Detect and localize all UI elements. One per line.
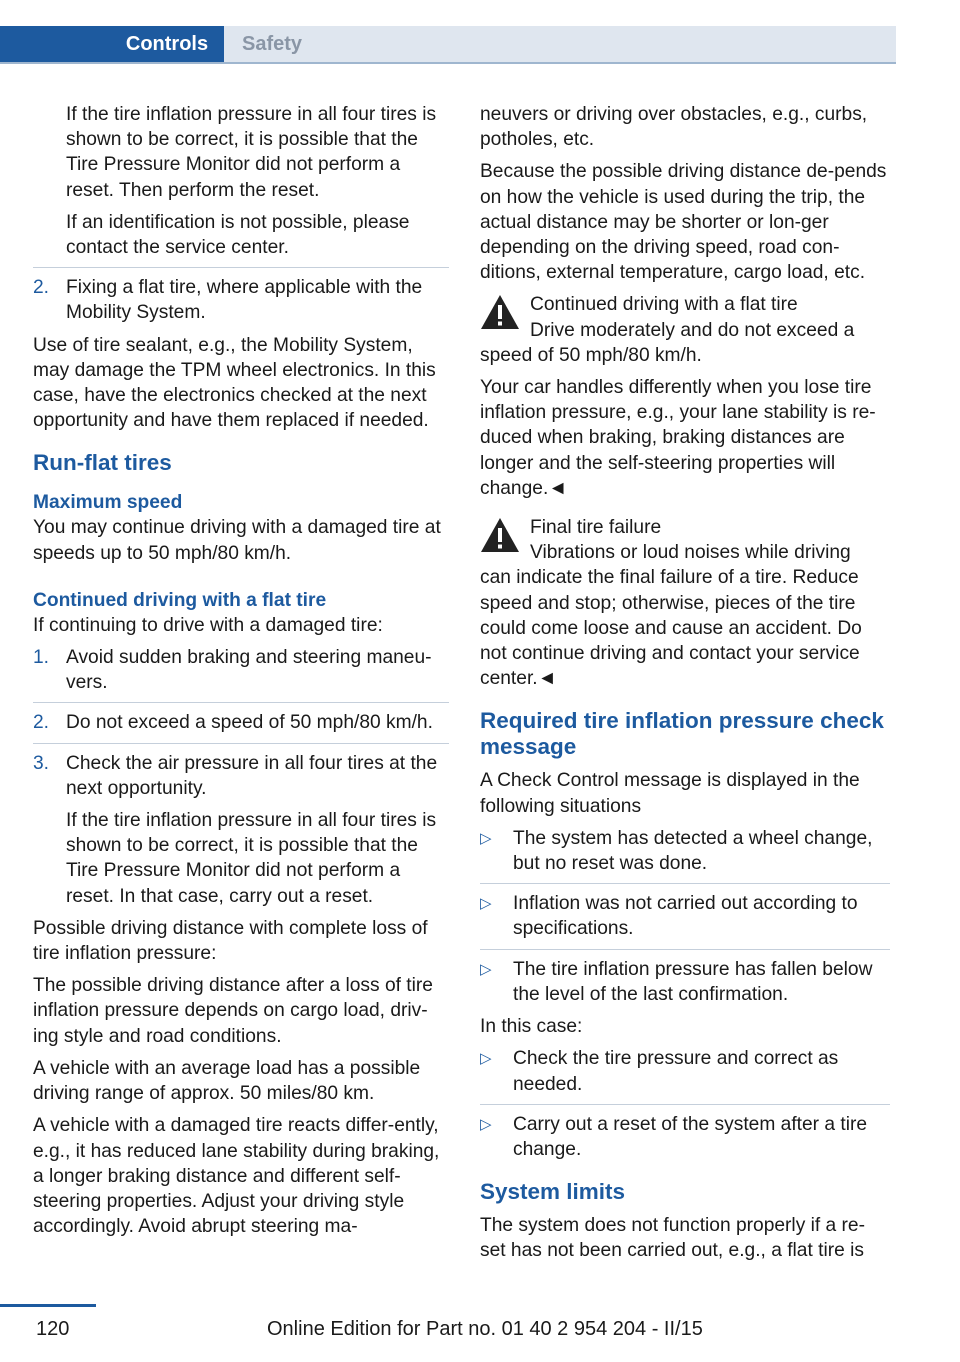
header-tabs [0, 0, 896, 64]
warning-box [480, 515, 890, 691]
check-control-paragraph: A Check Control message is displayed in the following situations [480, 770, 860, 817]
bullet-item [480, 1112, 890, 1162]
list-item [33, 645, 449, 695]
list-number: 1. [33, 647, 50, 669]
heading-required-check-message: Required tire inflation pressure check message [480, 708, 884, 760]
sealant-paragraph: Use of tire sealant, e.g., the Mobility System, may damage the TPM wheel electronics. In this case, have the electronics checked at the next opportunity and have them replaced if needed. [33, 334, 436, 432]
distance-paragraph: The possible driving distance after a loss of tire inflation pressure depends on cargo load, driv‐ing style and road conditions. [33, 975, 433, 1047]
divider [33, 743, 449, 744]
warning-box [480, 292, 890, 368]
left-column [33, 102, 449, 1246]
continuing-paragraph: If continuing to drive with a damaged tire: [33, 614, 383, 636]
list-text: Fixing a flat tire, where applicable with the Mobility System. [66, 277, 423, 324]
continuation-paragraph: neuvers or driving over obstacles, e.g., curbs, potholes, etc. [480, 104, 868, 151]
limits-paragraph: The system does not function properly if a re‐set has not been carried out, e.g., a flat tire is [480, 1215, 865, 1262]
bullet-item [480, 826, 890, 876]
warning-triangle-icon [480, 294, 520, 330]
bullet-triangle-icon: ▷ [480, 1115, 492, 1133]
list-body [66, 751, 449, 909]
edition-text: Online Edition for Part no. 01 40 2 954 204 - II/15 [267, 1318, 703, 1340]
divider [33, 702, 449, 703]
warning-title: Continued driving with a flat tire [530, 294, 798, 316]
bullet-text: The system has detected a wheel change, but no reset was done. [513, 827, 873, 875]
list-text: Do not exceed a speed of 50 mph/80 km/h. [66, 712, 433, 734]
bullet-item [480, 1046, 890, 1096]
list-text: Avoid sudden braking and steering maneu‐vers. [66, 647, 432, 694]
intro-paragraph-1: If the tire inflation pressure in all four tires is shown to be correct, it is possible that the Tire Pressure Monitor did not perform a reset. Then perform the reset. [66, 104, 437, 201]
bullet-triangle-icon: ▷ [480, 895, 492, 913]
because-paragraph: Because the possible driving distance de‐pends on how the vehicle is used during the trip, the actual distance may be shorter or lon‐ger depending on the driving speed, road con‐ditions, external temperature, cargo load, etc. [480, 161, 887, 284]
intro-paragraph-2: If an identification is not possible, please contact the service center. [66, 211, 410, 259]
footer-rule [0, 1304, 96, 1307]
bullet-text: The tire inflation pressure has fallen below the level of the last confirmation. [513, 958, 873, 1005]
bullet-triangle-icon: ▷ [480, 1050, 492, 1068]
possible-distance-paragraph: Possible driving distance with complete loss of tire inflation pressure: [33, 917, 428, 965]
bullet-triangle-icon: ▷ [480, 960, 492, 978]
tab-controls[interactable]: Controls [0, 26, 224, 62]
list-item [33, 710, 449, 735]
damaged-tire-paragraph: A vehicle with a damaged tire reacts differ‐ently, e.g., it has reduced lane stability during braking, a longer braking distance and different self-steering properties. Adjust your driving style accordingly. Avoid abrupt steering ma‐ [33, 1115, 440, 1238]
bullet-triangle-icon: ▷ [480, 829, 492, 847]
divider [480, 949, 890, 950]
warning-text: speed of 50 mph/80 km/h. [480, 344, 702, 366]
list-item [33, 751, 449, 909]
bullet-item [480, 957, 890, 1007]
list-extra-text: If the tire inflation pressure in all four tires is shown to be correct, it is possible that the Tire Pressure Monitor did not perform a reset. In that case, carry out a reset. [66, 810, 437, 907]
warning-text: can indicate the final failure of a tire. Reduce speed and stop; otherwise, pieces of the tire could come loose and cause an accident. Do not continue driving and contact your service center.◄ [480, 567, 862, 690]
warning-title: Final tire failure [530, 517, 662, 539]
bullet-text: Carry out a reset of the system after a tire change. [513, 1113, 868, 1160]
bullet-item [480, 891, 890, 941]
warning-line: Drive moderately and do not exceed a [530, 319, 855, 341]
average-load-paragraph: A vehicle with an average load has a possible driving range of approx. 50 miles/80 km. [33, 1057, 421, 1105]
list-text: Check the air pressure in all four tires at the next opportunity. [66, 752, 438, 799]
page-number: 120 [36, 1318, 70, 1340]
max-speed-paragraph: You may continue driving with a damaged tire at speeds up to 50 mph/80 km/h. [33, 517, 441, 564]
list-number: 3. [33, 752, 50, 774]
in-this-case-paragraph: In this case: [480, 1016, 583, 1038]
heading-continued-driving: Continued driving with a flat tire [33, 589, 327, 611]
handles-paragraph: Your car handles differently when you lose tire inflation pressure, e.g., your lane stability is re‐duced when braking, braking distances are longer and the self-steering properties will change.◄ [480, 377, 876, 499]
warning-line: Vibrations or loud noises while driving [530, 542, 851, 564]
warning-triangle-icon [480, 517, 520, 553]
divider [480, 1104, 890, 1105]
heading-maximum-speed: Maximum speed [33, 492, 183, 514]
list-number: 2. [33, 712, 50, 734]
list-item [33, 275, 449, 325]
bullet-text: Check the tire pressure and correct as needed. [513, 1048, 839, 1095]
list-number: 2. [33, 277, 50, 299]
divider [33, 267, 449, 268]
heading-run-flat-tires: Run-flat tires [33, 450, 172, 476]
right-column [480, 102, 890, 1271]
bullet-text: Inflation was not carried out according to specifications. [513, 893, 858, 940]
heading-system-limits: System limits [480, 1179, 626, 1205]
divider [480, 883, 890, 884]
tab-safety[interactable]: Safety [224, 26, 896, 62]
